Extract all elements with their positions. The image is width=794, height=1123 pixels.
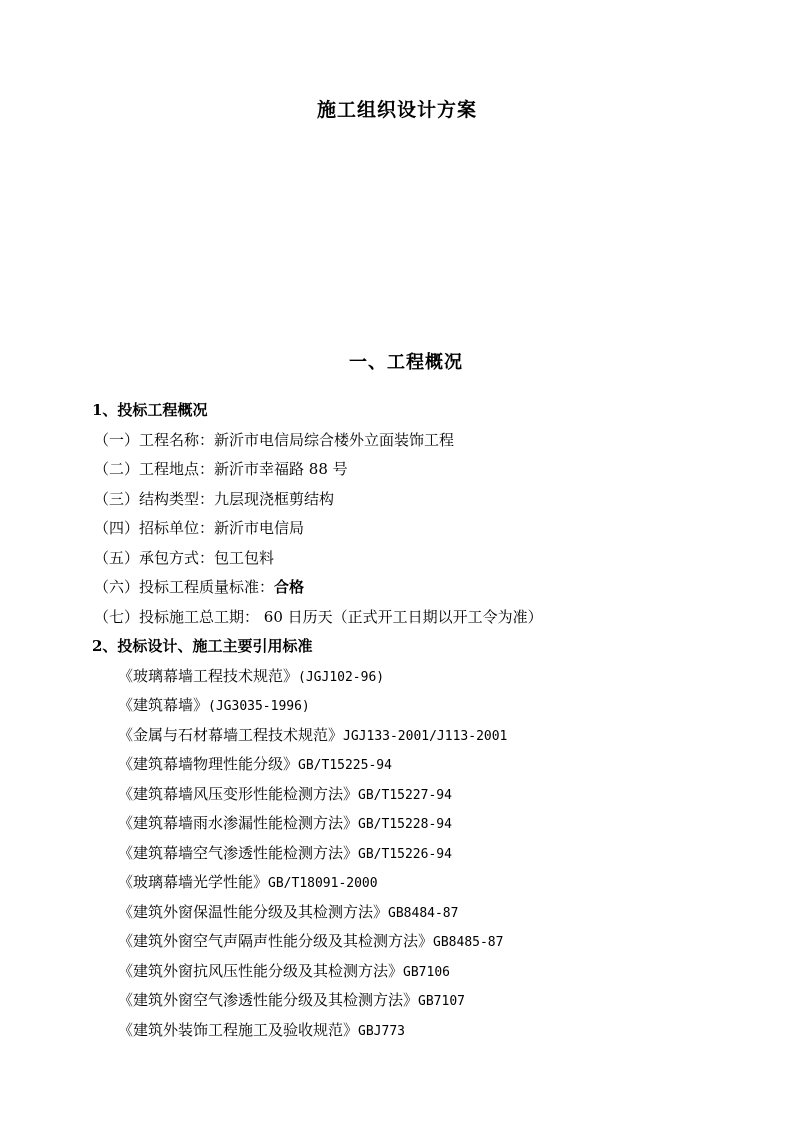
standard-name: 《建筑外窗空气渗透性能分级及其检测方法》 xyxy=(118,991,419,1009)
standard-item xyxy=(92,809,772,839)
standard-item xyxy=(92,750,772,780)
standard-code: JGJ133-2001/J113-2001 xyxy=(343,728,508,744)
standard-name: 《建筑外装饰工程施工及验收规范》 xyxy=(118,1020,359,1039)
standard-name: 《建筑幕墙雨水渗漏性能检测方法》 xyxy=(118,814,359,832)
overview-label: （七）投标施工总工期： xyxy=(94,607,260,626)
section-title: 一、工程概况 xyxy=(349,352,463,373)
standard-name: 《玻璃幕墙光学性能》 xyxy=(118,873,269,891)
standard-name: 《金属与石材幕墙工程技术规范》 xyxy=(118,725,344,744)
overview-value: 包工包料 xyxy=(214,548,275,567)
document-body xyxy=(92,396,772,1045)
overview-label: （五）承包方式： xyxy=(94,548,215,567)
overview-item-structure xyxy=(92,485,772,515)
overview-item-name xyxy=(92,426,772,456)
standard-name: 《建筑幕墙空气渗透性能检测方法》 xyxy=(118,843,359,862)
standard-code: GBJ773 xyxy=(358,1023,405,1039)
overview-label: （四）招标单位： xyxy=(94,519,215,537)
heading-project-overview: 1、投标工程概况 xyxy=(92,401,208,419)
heading-standards: 2、投标设计、施工主要引用标准 xyxy=(92,637,313,655)
overview-label: （二）工程地点： xyxy=(94,460,215,478)
overview-item-location xyxy=(92,455,772,485)
standard-item xyxy=(92,691,772,721)
standard-item xyxy=(92,721,772,751)
overview-value: 合格 xyxy=(274,578,305,596)
overview-item-duration xyxy=(92,603,772,633)
standard-code: GB/T15225-94 xyxy=(298,758,392,773)
standard-code: GB/T15227-94 xyxy=(358,787,452,803)
standard-item xyxy=(92,927,772,957)
standard-item xyxy=(92,986,772,1016)
standard-code: GB7106 xyxy=(403,964,450,980)
standard-code: (JG3035-1996) xyxy=(208,699,310,714)
standard-item xyxy=(92,839,772,869)
overview-value: 九层现浇框剪结构 xyxy=(214,489,335,508)
standard-item xyxy=(92,662,772,692)
standard-name: 《玻璃幕墙工程技术规范》 xyxy=(118,666,299,685)
overview-item-tenderer xyxy=(92,514,772,544)
overview-label: （三）结构类型： xyxy=(94,489,215,508)
overview-value: 60 日历天（正式开工日期以开工令为准） xyxy=(259,607,543,626)
standard-code: GB8484-87 xyxy=(388,905,459,921)
overview-label: （一）工程名称： xyxy=(94,430,215,449)
standard-item xyxy=(92,1016,772,1046)
overview-item-contract-type xyxy=(92,544,772,574)
standard-name: 《建筑外窗保温性能分级及其检测方法》 xyxy=(118,902,389,921)
standard-name: 《建筑幕墙》 xyxy=(118,696,209,714)
overview-label: （六）投标工程质量标准： xyxy=(94,578,275,596)
standard-code: GB/T15228-94 xyxy=(358,817,452,832)
standard-item xyxy=(92,780,772,810)
standard-code: GB/T15226-94 xyxy=(358,846,452,862)
document-title: 施工组织设计方案 xyxy=(316,99,477,121)
standard-code: (JGJ102-96) xyxy=(298,669,385,685)
standard-item xyxy=(92,898,772,928)
standard-name: 《建筑外窗空气声隔声性能分级及其检测方法》 xyxy=(118,932,434,950)
standard-item xyxy=(92,868,772,898)
overview-value: 新沂市电信局综合楼外立面装饰工程 xyxy=(214,430,455,449)
standard-code: GB8485-87 xyxy=(433,935,504,950)
standard-name: 《建筑幕墙物理性能分级》 xyxy=(118,755,299,773)
overview-value: 新沂市电信局 xyxy=(214,519,305,537)
standard-item xyxy=(92,957,772,987)
overview-item-quality xyxy=(92,573,772,603)
standard-name: 《建筑外窗抗风压性能分级及其检测方法》 xyxy=(118,961,404,980)
standard-code: GB7107 xyxy=(418,994,465,1009)
standard-name: 《建筑幕墙风压变形性能检测方法》 xyxy=(118,784,359,803)
standard-code: GB/T18091-2000 xyxy=(268,876,378,891)
overview-value: 新沂市幸福路 88 号 xyxy=(214,460,348,478)
